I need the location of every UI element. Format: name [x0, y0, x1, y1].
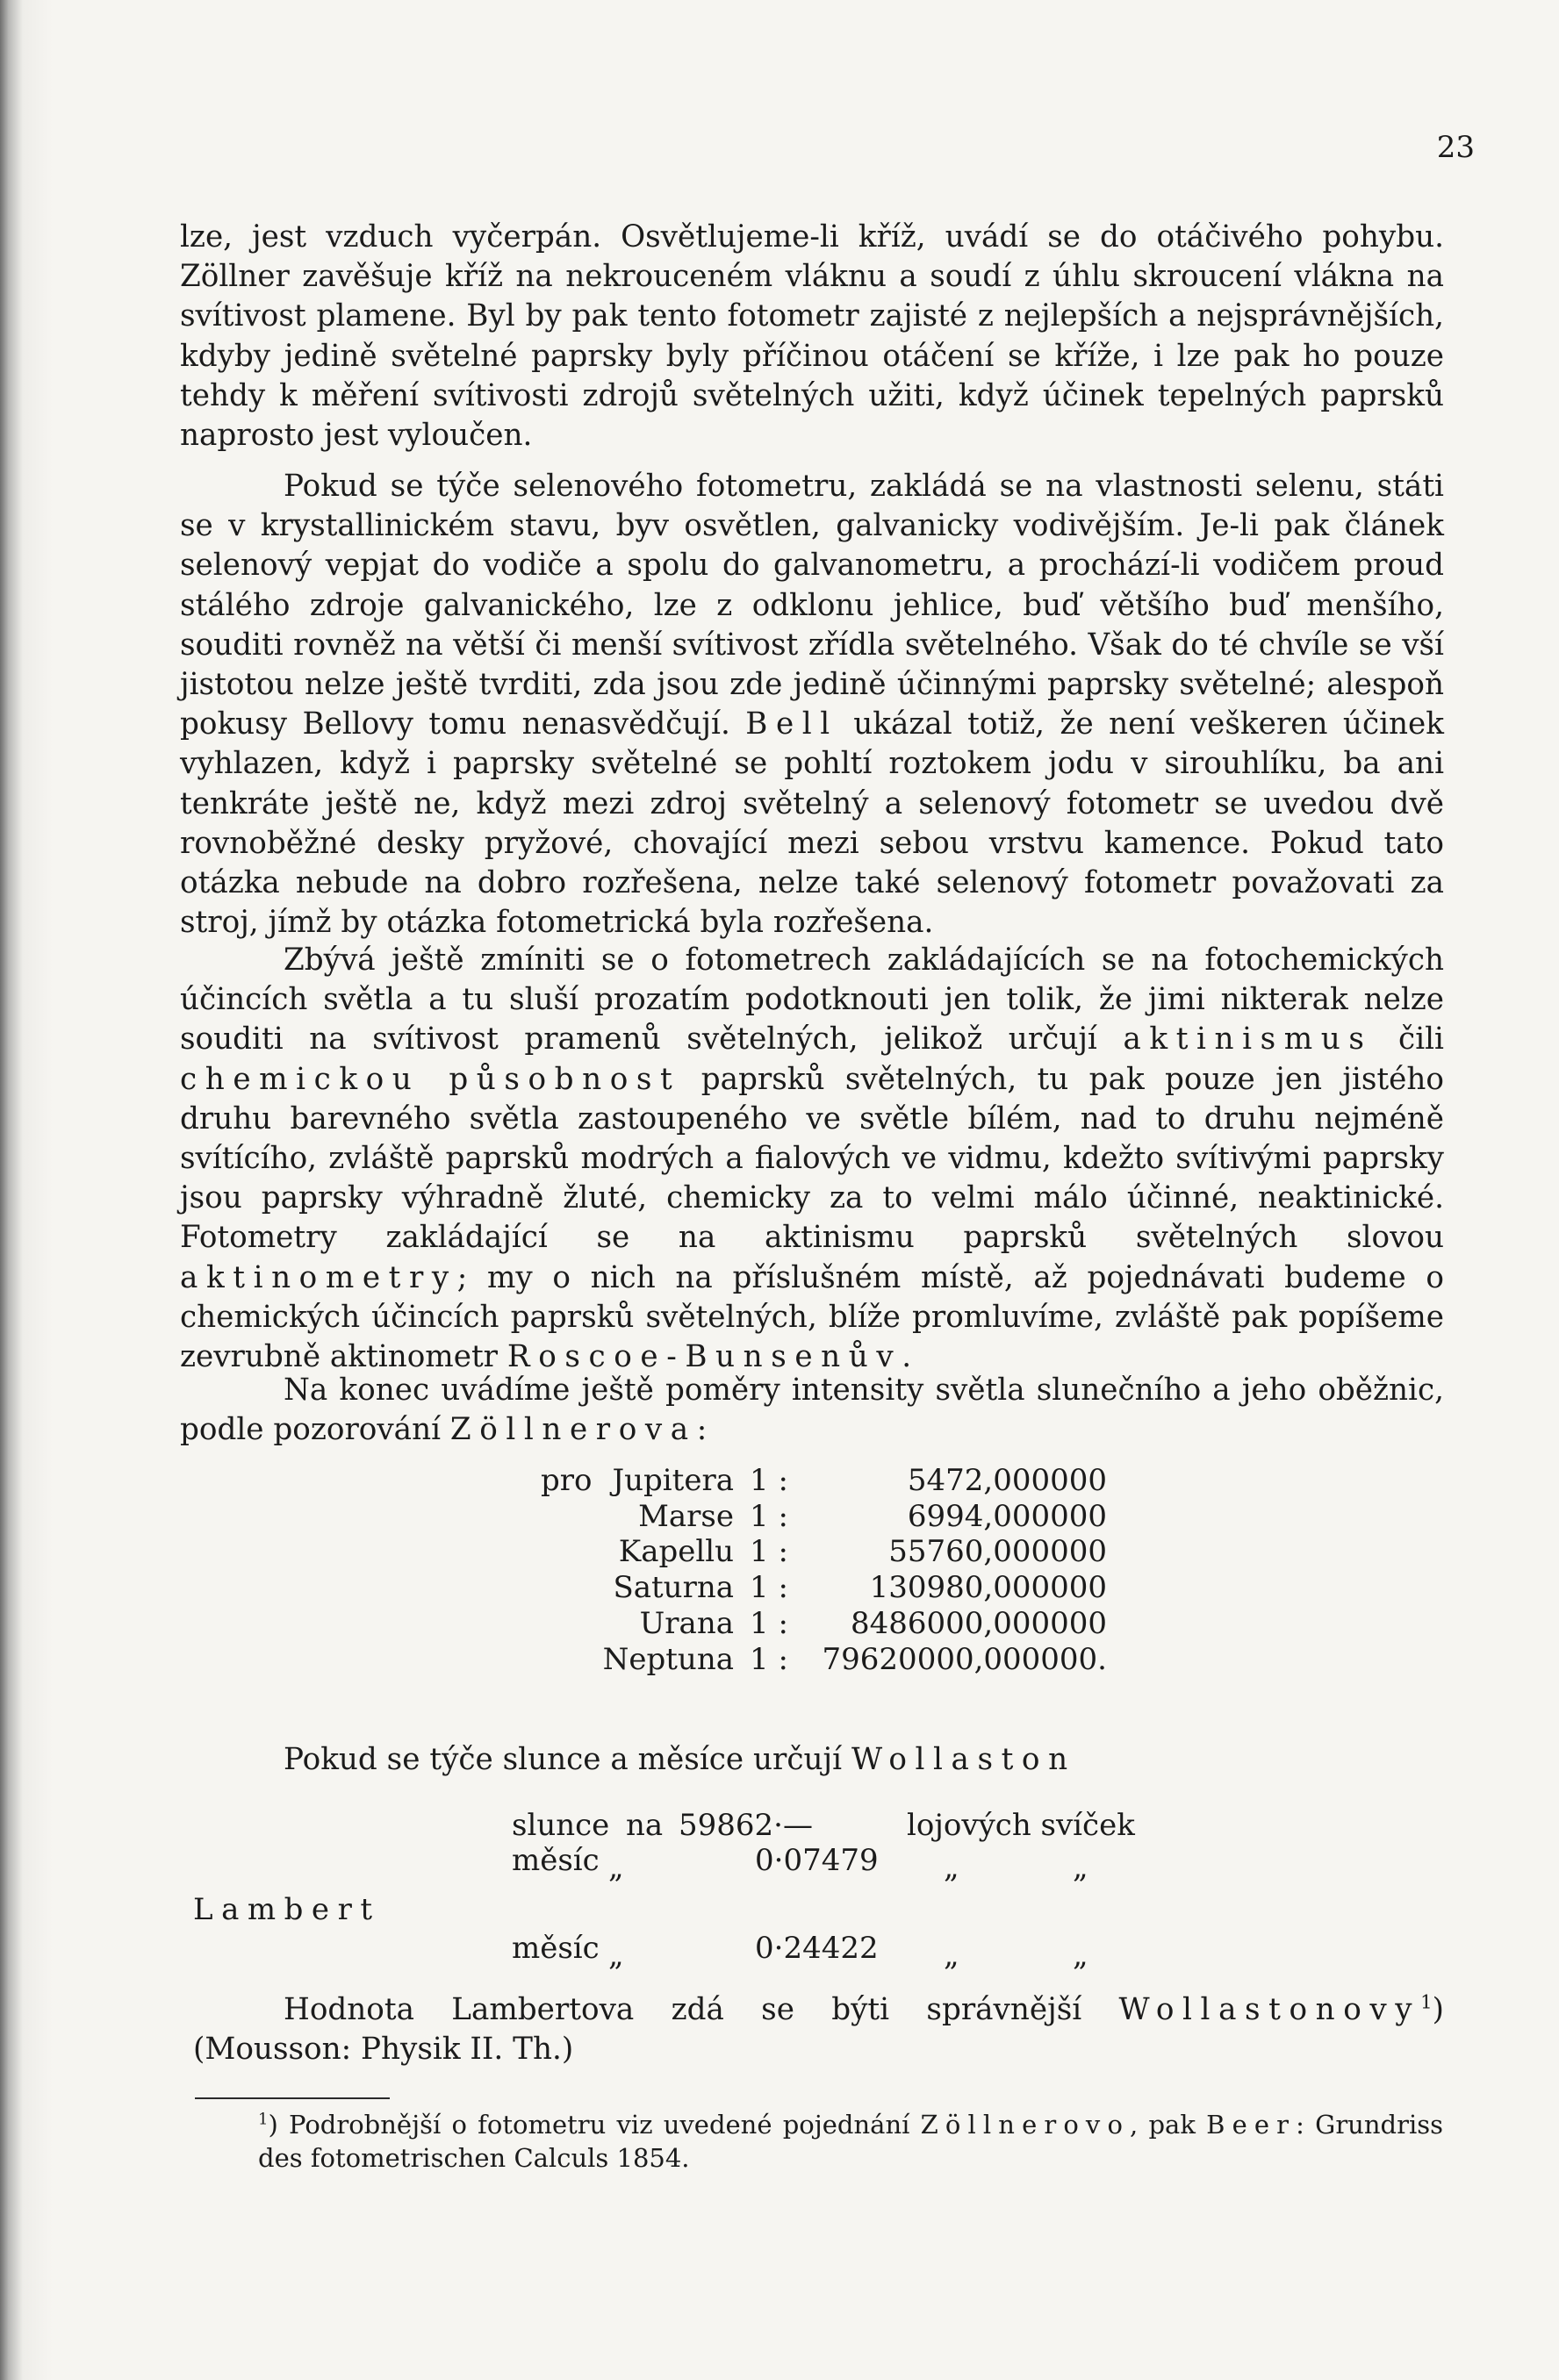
- paragraph-2-part1: Pokud se týče selenového fotometru, zakládá se na vlastnosti selenu, státi se v krystallinickém stavu, byv osvětlen, galvanicky vodivějším. Je-li pak článek selenový vepjat do vodiče a spolu do galvanometru, a prochází-li vodičem proud stálého zdroje galvanického, lze z odklonu jehlice, buď většího buď menšího, souditi rovněž na větší či menší svítivost zřídla světelného. Však do té chvíle se vší jistotou nelze ještě tvrditi, zda jsou zde jedině účinnými paprsky světelné; alespoň pokusy Bellovy tomu nenasvědčují.: [180, 469, 1444, 742]
- table-row: [541, 1463, 1107, 1499]
- closing-part2: ) (Mousson: Physik II. Th.): [193, 1992, 1444, 2067]
- table-row: [541, 1534, 1107, 1570]
- planet-name: Jupitera: [612, 1463, 734, 1498]
- table-row: [541, 1606, 1107, 1642]
- pro-label: pro: [541, 1463, 593, 1498]
- ratio-label: 1 :: [750, 1498, 788, 1534]
- zollnerova-name: Zöllnerova: [449, 1412, 697, 1448]
- footnote-part1: ) Podrobnější o fotometru viz uvedené pojednání: [268, 2110, 921, 2140]
- footnote: [258, 2108, 1443, 2175]
- paragraph-3-part3: paprsků světelných, tu pak pouze jen jistého druhu barevného světla zastoupeného ve světle bílém, nad to druhu nejméně svítícího, zvláště paprsků modrých a fialových ve vidmu, kdežto svítivými paprsky jsou paprsky výhradně žluté, chemicky za to velmi málo účinné, neaktinické. Fotometry zakládající se na aktinismu paprsků světelných slovou: [180, 1061, 1444, 1256]
- footnote-part3: : Grundriss des fotometrischen Calculs 1854.: [258, 2110, 1443, 2173]
- footnote-part2: , pak: [1130, 2110, 1207, 2140]
- ratio-value: 8486000,000000: [850, 1605, 1107, 1641]
- sun-moon-table: [193, 1808, 1229, 1973]
- ratio-label: 1 :: [750, 1605, 788, 1641]
- paragraph-3-text: [180, 941, 1444, 1377]
- wollaston-name: Wollaston: [851, 1742, 1076, 1777]
- sun-value: 59862·—: [679, 1808, 813, 1843]
- moon-label: měsíc: [512, 1931, 600, 1966]
- paragraph-3: [180, 941, 1444, 1377]
- paragraph-3-part4: ; my o nich na příslušném místě, až pojednávati budeme o chemických účincích paprsků světelných, blíže promluvíme, zvláště pak popíšeme zevrubně aktinometr: [180, 1259, 1444, 1375]
- roscoe-bunsen-name: Roscoe-Bunsenův: [506, 1339, 902, 1375]
- paragraph-3-part5: .: [902, 1339, 912, 1375]
- ditto-mark: „: [1073, 1850, 1088, 1885]
- ratio-label: 1 :: [750, 1534, 788, 1570]
- page-number: 23: [1436, 130, 1475, 165]
- sun-label: slunce: [512, 1808, 610, 1843]
- beer-name: Beer: [1206, 2110, 1297, 2140]
- ratio-value: 79620000,000000.: [822, 1641, 1107, 1677]
- paragraph-3-part1: Zbývá ještě zmíniti se o fotometrech zakládajících se na fotochemických účincích světla a tu sluší prozatím podotknouti jen tolik, že jimi nikterak nelze souditi na svítivost pramenů světelných, jelikož určují: [180, 943, 1444, 1057]
- footnote-reference: 1: [1420, 1990, 1433, 2013]
- wollastonovy-name: Wollastonovy: [1118, 1992, 1421, 2027]
- ratio-value: 5472,000000: [907, 1463, 1107, 1498]
- table-row: [541, 1570, 1107, 1606]
- ditto-mark: „: [608, 1938, 624, 1973]
- paragraph-4-part2: :: [696, 1412, 708, 1448]
- ratio-value: 6994,000000: [907, 1498, 1107, 1534]
- wollaston-sentence: [284, 1742, 1076, 1777]
- paragraph-4: [180, 1371, 1444, 1450]
- na-label: na: [626, 1808, 664, 1843]
- paragraph-4-text: [180, 1371, 1444, 1450]
- moon-value: 0·24422: [755, 1931, 879, 1966]
- planet-intensity-table: [541, 1463, 1107, 1677]
- chemickou-term: chemickou působnost: [180, 1061, 681, 1097]
- aktinometry-term: aktinometry: [180, 1259, 457, 1295]
- footnote-mark: 1: [258, 2110, 269, 2129]
- ratio-value: 130980,000000: [869, 1570, 1107, 1606]
- moon-value: 0·07479: [755, 1843, 879, 1878]
- paragraph-1: [180, 218, 1444, 455]
- table-row: [541, 1642, 1107, 1678]
- footnote-divider: [195, 2097, 390, 2099]
- paragraph-4-part1: Na konec uvádíme ještě poměry intensity světla slunečního a jeho oběžnic, podle pozorování: [180, 1373, 1444, 1448]
- ditto-mark: „: [944, 1850, 959, 1885]
- planet-name: Urana: [639, 1605, 734, 1641]
- paragraph-2: [180, 467, 1444, 943]
- paragraph-2-text: [180, 467, 1444, 943]
- wollaston-sentence-text: Pokud se týče slunce a měsíce určují: [284, 1742, 851, 1777]
- closing-paragraph: [193, 1990, 1444, 2069]
- unit-label: lojových svíček: [907, 1808, 1135, 1843]
- ratio-label: 1 :: [750, 1570, 788, 1606]
- moon-label: měsíc: [512, 1843, 600, 1878]
- lambert-name: Lambert: [193, 1892, 381, 1927]
- bell-name: Bell: [745, 706, 838, 742]
- zollnerovo-name: Zöllnerovo: [920, 2110, 1131, 2140]
- planet-name: Neptuna: [602, 1641, 734, 1677]
- ratio-label: 1 :: [750, 1641, 788, 1677]
- ditto-mark: „: [608, 1850, 624, 1885]
- ditto-mark: „: [1073, 1938, 1088, 1973]
- paragraph-2-part2: ukázal totiž, že není veškeren účinek vyhlazen, když i paprsky světelné se pohltí roztokem jodu v sirouhlíku, ba ani tenkráte ještě ne, když mezi zdroj světelný a selenový fotometr se uvedou dvě rovnoběžné desky pryžové, chovající mezi sebou vrstvu kamence. Pokud tato otázka nebude na dobro rozřešena, nelze také selenový fotometr považovati za stroj, jímž by otázka fotometrická byla rozřešena.: [180, 706, 1444, 941]
- ratio-value: 55760,000000: [888, 1534, 1107, 1570]
- ditto-mark: „: [944, 1938, 959, 1973]
- aktinismus-term: aktinismus: [1123, 1022, 1373, 1057]
- ratio-label: 1 :: [750, 1463, 788, 1498]
- paragraph-1-text: lze, jest vzduch vyčerpán. Osvětlujeme-li kříž, uvádí se do otáčivého pohybu. Zöllner zavěšuje kříž na nekrouceném vláknu a soudí z úhlu skroucení vlákna na svítivost plamene. Byl by pak tento fotometr zajisté z nejlepších a nejsprávnějších, kdyby jedině světelné paprsky byly příčinou otáčení se kříže, i lze pak ho pouze tehdy k měření svítivosti zdrojů světelných užiti, když účinek tepelných paprsků naprosto jest vyloučen.: [180, 219, 1444, 454]
- planet-name: Saturna: [613, 1570, 734, 1606]
- planet-name: Marse: [638, 1498, 734, 1534]
- closing-part1: Hodnota Lambertova zdá se býti správnější: [284, 1992, 1119, 2027]
- table-row: [541, 1499, 1107, 1535]
- planet-name: Kapellu: [618, 1534, 734, 1570]
- paragraph-3-part2: čili: [1372, 1022, 1444, 1057]
